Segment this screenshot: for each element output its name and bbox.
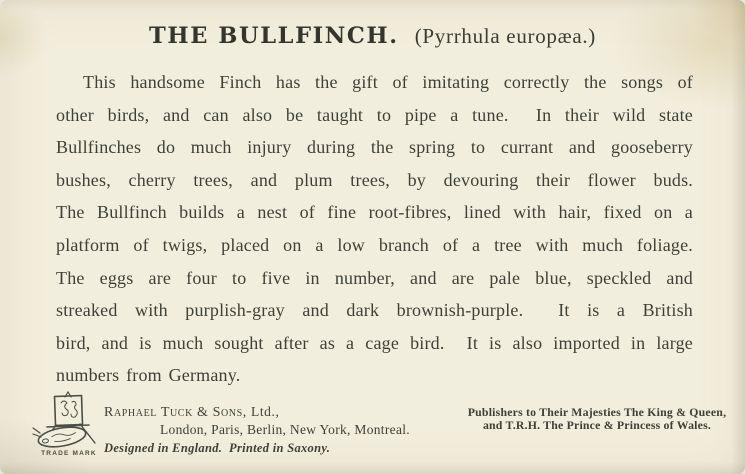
publisher-suffix: Ltd., (250, 404, 280, 419)
publisher-block (104, 404, 410, 456)
body-line: streaked with purplish-gray and dark brownish-purple. It is a British (56, 300, 693, 321)
body-line: This handsome Finch has the gift of imitating correctly the songs of (83, 72, 693, 92)
trademark-label: TRADE MARK (41, 450, 97, 457)
body-line: bird, and is much sought after as a cage bird. It is also imported in large (56, 332, 693, 353)
royal-warrant-line2: and T.R.H. The Prince & Princess of Wales. (482, 418, 712, 432)
easel-palette-icon (32, 391, 106, 449)
body-line: bushes, cherry trees, and plum trees, by devouring their flower buds. (56, 169, 693, 190)
card-title: THE BULLFINCH. (149, 23, 399, 49)
body-line: Bullfinches do much injury during the spring to currant and gooseberry (56, 137, 693, 158)
royal-warrant-line1: Publishers to Their Majesties The King & Queen, (467, 405, 727, 419)
publisher-origin: Designed in England. Printed in Saxony. (104, 441, 331, 455)
description-paragraph (56, 66, 693, 392)
card-title-row (0, 23, 745, 49)
publisher-name-line (104, 404, 410, 421)
trademark-logo (32, 391, 106, 457)
body-line: The Bullfinch builds a nest of fine root-fibres, lined with hair, fixed on a (56, 202, 693, 223)
publisher-cities: London, Paris, Berlin, New York, Montreal. (160, 421, 410, 437)
body-line: numbers from Germany. (56, 365, 241, 386)
card-latin-name: (Pyrrhula europæa.) (414, 24, 596, 48)
body-line: platform of twigs, placed on a low branch of a tree with much foliage. (56, 234, 693, 255)
body-line: other birds, and can also be taught to pipe a tune. In their wild state (56, 104, 693, 125)
royal-warrant-block (452, 406, 742, 432)
publisher-name: Raphael Tuck & Sons, (104, 405, 247, 420)
body-line: The eggs are four to five in number, and are pale blue, speckled and (56, 267, 693, 288)
